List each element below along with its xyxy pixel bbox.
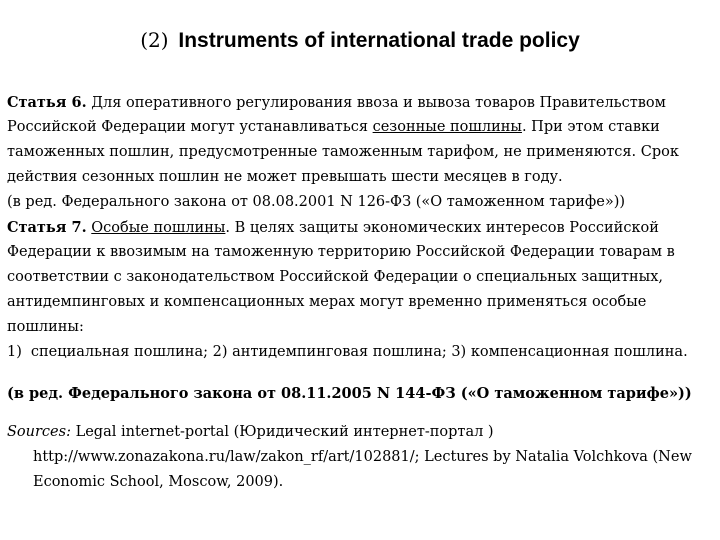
special-duties-link[interactable]: Особые пошлины bbox=[91, 220, 226, 236]
article6-line1-text: Для оперативного регулирования ввоза и вывоза товаров Правительством bbox=[91, 95, 666, 111]
article6-heading: Статья 6. bbox=[7, 94, 87, 111]
title-number: (2) bbox=[140, 28, 169, 52]
sources-line1 bbox=[7, 420, 707, 445]
spacer bbox=[7, 406, 707, 420]
article6-line3: таможенных пошлин, предусмотренные таможенным тарифом, не применяются. Срок bbox=[7, 144, 679, 160]
list-number: 1) bbox=[7, 344, 22, 360]
article6-line1 bbox=[7, 90, 707, 115]
slide-title bbox=[0, 28, 720, 53]
article7-line2: Федерации к ввозимым на таможенную территорию Российской Федерации товарам в bbox=[7, 244, 675, 260]
seasonal-duties-link[interactable]: сезонные пошлины bbox=[372, 119, 522, 135]
article7-line3: соответствии с законодательством Российской Федерации о специальных защитных, bbox=[7, 269, 663, 285]
title-text: Instruments of international trade policy bbox=[178, 29, 580, 52]
list-text: специальная пошлина; 2) антидемпинговая пошлина; 3) компенсационная пошлина. bbox=[30, 344, 688, 360]
sources-line1-text: Legal internet-portal (Юридический интернет-портал ) bbox=[75, 424, 494, 440]
article7-line4: антидемпинговых и компенсационных мерах могут временно применяться особые bbox=[7, 294, 647, 310]
duties-list-item bbox=[7, 340, 707, 365]
sources-label: Sources: bbox=[7, 424, 71, 440]
article6-amendment: (в ред. Федерального закона от 08.08.2001 N 126-ФЗ («О таможенном тарифе»)) bbox=[7, 194, 626, 210]
slide-body bbox=[7, 90, 707, 495]
article6-line2-post: . При этом ставки bbox=[521, 119, 660, 135]
amendment-2005: (в ред. Федерального закона от 08.11.2005 N 144-ФЗ («О таможенном тарифе»)) bbox=[7, 385, 692, 402]
article6-line2-pre: Российской Федерации могут устанавливаться bbox=[7, 119, 373, 135]
article7-line1-post: . В целях защиты экономических интересов Российской bbox=[225, 220, 659, 236]
article7-line1 bbox=[7, 215, 707, 240]
article6-line4: действия сезонных пошлин не может превышать шести месяцев в году. bbox=[7, 169, 563, 185]
article7-heading: Статья 7. bbox=[7, 219, 87, 236]
sources-line3: Economic School, Moscow, 2009). bbox=[33, 474, 284, 490]
spacer bbox=[7, 365, 707, 381]
article7-line5: пошлины: bbox=[7, 319, 84, 335]
sources-line2[interactable]: http://www.zonazakona.ru/law/zakon_rf/art/102881/; Lectures by Natalia Volchkova (New bbox=[33, 449, 692, 465]
article6-line2 bbox=[7, 115, 707, 140]
